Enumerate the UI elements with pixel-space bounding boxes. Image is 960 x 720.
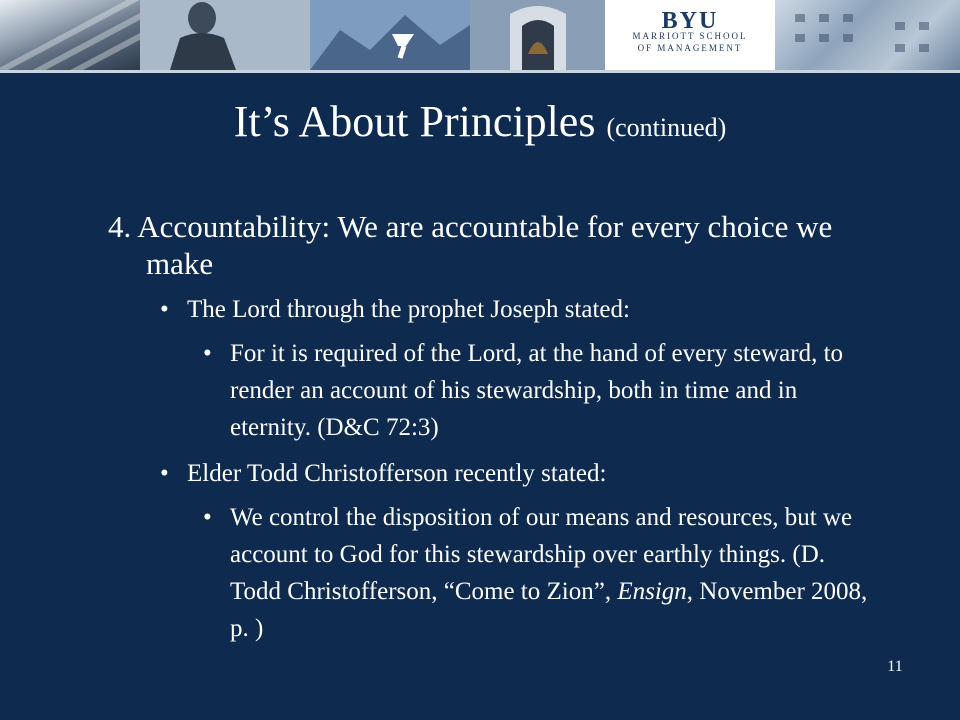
statue-photo — [140, 0, 310, 70]
building-photo — [0, 0, 140, 70]
bullet-marker: • — [203, 504, 212, 531]
byu-marriott-logo: BYU MARRIOTT SCHOOL OF MANAGEMENT — [605, 0, 775, 70]
title-suffix: (continued) — [606, 113, 727, 142]
logo-line-1: MARRIOTT SCHOOL — [632, 31, 748, 41]
slide-body — [108, 208, 888, 659]
title-main: It’s About Principles — [233, 97, 596, 146]
point-heading: 4. Accountability: We are accountable for every choice we make — [108, 209, 833, 281]
mountain-y-photo — [310, 0, 470, 70]
quote-text-start: We control the disposition of our means and resources, but we account to God for this stewardship over earthly things. (D. Todd Christofferson, “Come to Zion”, — [230, 504, 853, 605]
quote-text-end: , November 2008, p. ) — [230, 578, 868, 642]
bullet-item — [160, 458, 888, 489]
slide-title — [0, 96, 960, 154]
bullet-marker: • — [203, 340, 212, 367]
campus-building-photo — [775, 0, 960, 70]
bullet-item — [160, 294, 888, 325]
sub-bullet-item — [203, 335, 870, 446]
bullet-marker: • — [160, 296, 169, 323]
header-banner — [0, 0, 960, 70]
bullet-text: The Lord through the prophet Joseph stated: — [187, 296, 630, 323]
logo-line-2: OF MANAGEMENT — [637, 43, 743, 53]
bell-tower-photo — [470, 0, 605, 70]
bullet-marker: • — [160, 460, 169, 487]
sub-bullet-item — [203, 499, 870, 647]
page-number: 11 — [887, 658, 903, 675]
bullet-text: Elder Todd Christofferson recently stated: — [187, 460, 607, 487]
quote-source-italic: Ensign — [617, 578, 687, 605]
quote-text: For it is required of the Lord, at the hand of every steward, to render an account of his stewardship, both in time and in eternity. (D&C 72:3) — [230, 340, 844, 441]
header-divider — [0, 70, 960, 73]
